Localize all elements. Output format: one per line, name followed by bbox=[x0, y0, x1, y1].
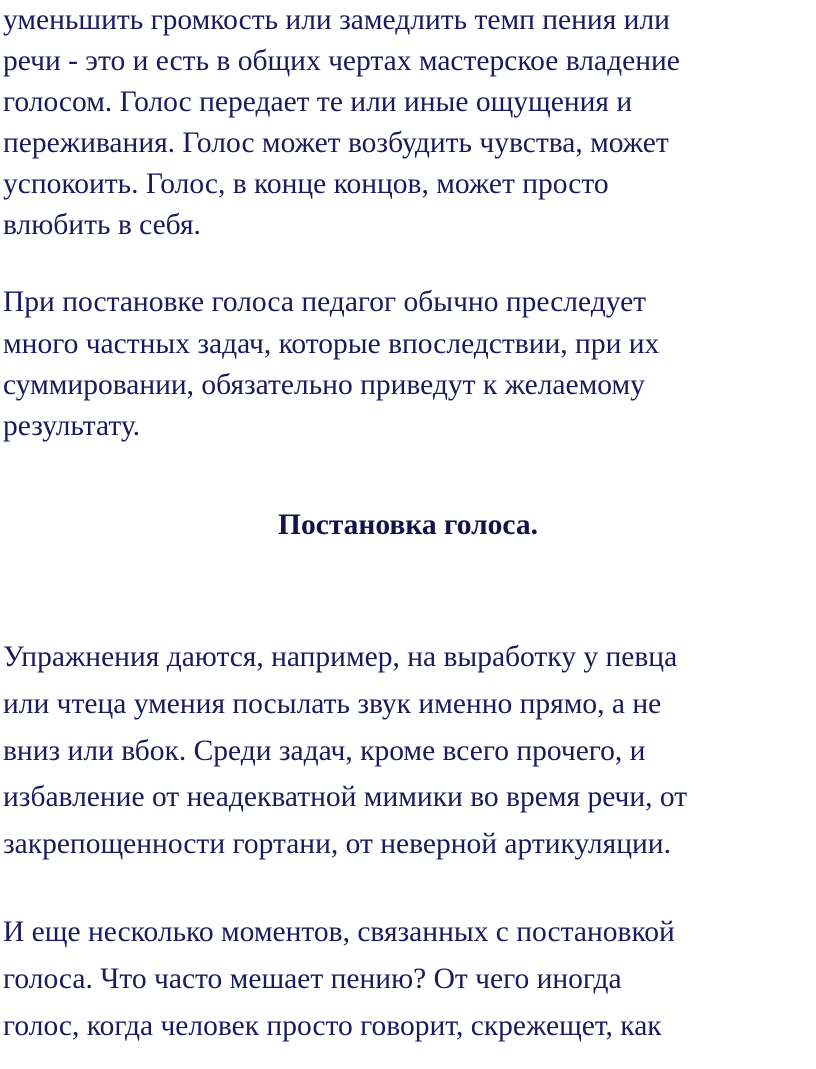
text-line: переживания. Голос может возбудить чувства, может bbox=[3, 127, 669, 159]
text-line: вниз или вбок. Среди задач, кроме всего прочего, и bbox=[3, 735, 646, 767]
section-heading: Постановка голоса. bbox=[278, 509, 538, 541]
text-line: закрепощенности гортани, от неверной артикуляции. bbox=[3, 828, 671, 860]
text-line: суммировании, обязательно приведут к желаемому bbox=[3, 369, 645, 401]
text-line: И еще несколько моментов, связанных с постановкой bbox=[3, 916, 675, 948]
text-line: успокоить. Голос, в конце концов, может просто bbox=[3, 168, 609, 200]
text-line: голосом. Голос передает те или иные ощущения и bbox=[3, 86, 633, 118]
text-line: влюбить в себя. bbox=[3, 209, 201, 241]
text-line: голос, когда человек просто говорит, скрежещет, как bbox=[3, 1010, 662, 1042]
text-line: уменьшить громкость или замедлить темп пения или bbox=[3, 4, 670, 36]
text-line: результату. bbox=[3, 410, 140, 442]
text-line: много частных задач, которые впоследствии, при их bbox=[3, 328, 660, 360]
text-line: Упражнения даются, например, на выработку у певца bbox=[3, 641, 678, 673]
text-line: При постановке голоса педагог обычно преследует bbox=[3, 286, 647, 318]
text-line: речи - это и есть в общих чертах мастерское владение bbox=[3, 45, 680, 77]
text-line: голоса. Что часто мешает пению? От чего иногда bbox=[3, 963, 622, 995]
text-line: избавление от неадекватной мимики во время речи, от bbox=[3, 781, 688, 813]
text-line: или чтеца умения посылать звук именно прямо, а не bbox=[3, 688, 662, 720]
